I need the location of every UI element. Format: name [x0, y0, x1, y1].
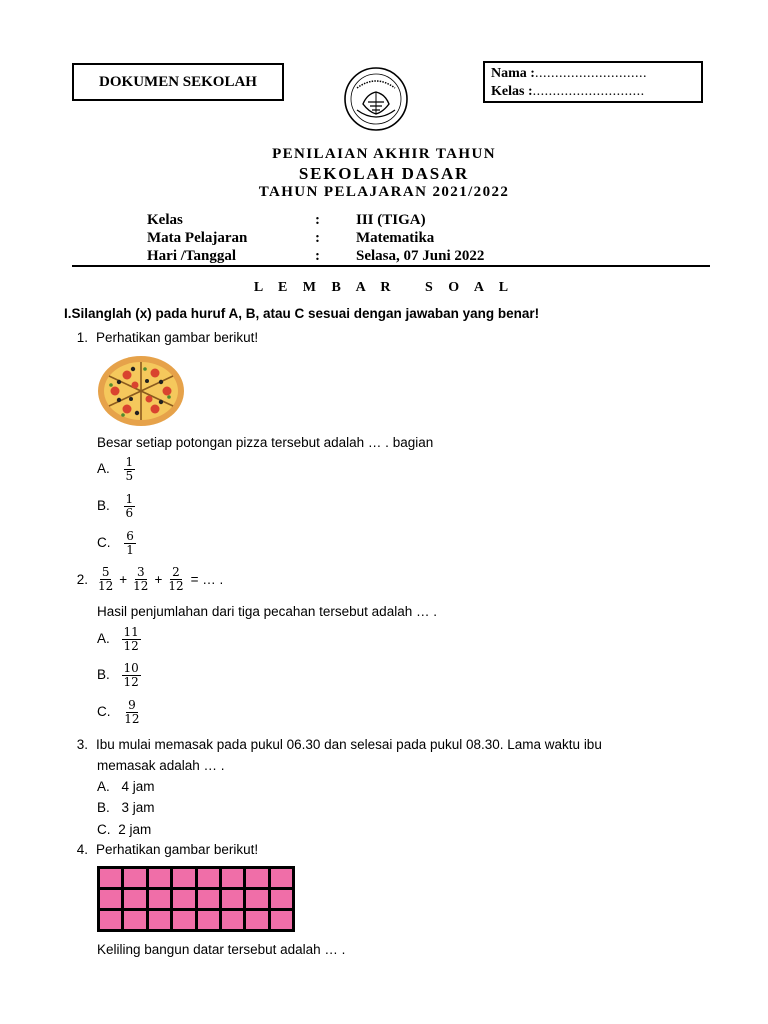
academic-year: TAHUN PELAJARAN 2021/2022: [258, 184, 510, 200]
grid-cell: [271, 911, 292, 929]
info-key: Hari /Tanggal: [147, 248, 237, 264]
expr-fraction: [131, 566, 150, 593]
school-level: SEKOLAH DASAR: [298, 164, 470, 183]
option-letter: C.: [97, 535, 111, 551]
question-4: [64, 842, 258, 857]
info-row-date: [147, 247, 484, 265]
grid-cell: [246, 890, 267, 908]
class-row: [491, 83, 695, 101]
name-row: [491, 65, 695, 83]
denominator: 6: [125, 506, 134, 520]
option-a[interactable]: [97, 456, 135, 483]
numerator: 1: [125, 455, 134, 469]
expr-fraction: [166, 566, 185, 593]
grid-cell: [198, 911, 219, 929]
question-prompt: Besar setiap potongan pizza tersebut adalah … . bagian: [97, 435, 434, 450]
option-fraction: [122, 662, 141, 689]
numerator: 9: [128, 698, 136, 712]
grid-cell: [246, 869, 267, 887]
grid-cell: [100, 911, 121, 929]
option-c[interactable]: [97, 530, 136, 557]
question-text: Perhatikan gambar berikut!: [96, 842, 259, 857]
info-colon: :: [315, 230, 320, 246]
denominator: 5: [125, 469, 134, 483]
question-number: 3.: [76, 737, 88, 752]
numerator: 10: [123, 661, 139, 675]
denominator: 12: [123, 675, 139, 689]
school-emblem-icon: [343, 66, 409, 132]
option-c[interactable]: [97, 822, 151, 837]
grid-cell: [100, 890, 121, 908]
rectangle-grid-figure: [97, 866, 295, 932]
expr-tail: = … .: [190, 572, 224, 587]
grid-cell: [173, 911, 194, 929]
grid-cell: [246, 911, 267, 929]
numerator: 6: [126, 529, 134, 543]
info-colon: :: [315, 248, 320, 264]
question-text: Ibu mulai memasak pada pukul 06.30 dan selesai pada pukul 08.30. Lama waktu ibu: [96, 737, 602, 752]
name-field[interactable]: ............................: [534, 66, 647, 81]
question-3: [64, 737, 602, 752]
grid-cell: [149, 890, 170, 908]
document-label: DOKUMEN SEKOLAH: [99, 73, 257, 90]
grid-cell: [100, 869, 121, 887]
option-letter: A.: [97, 631, 110, 647]
numerator: 5: [101, 565, 110, 579]
grid-cell: [271, 869, 292, 887]
numerator: 3: [136, 565, 145, 579]
info-value: Matematika: [356, 230, 435, 246]
question-2: [64, 566, 223, 593]
class-field[interactable]: ............................: [532, 84, 645, 99]
question-prompt: Hasil penjumlahan dari tiga pecahan tersebut adalah … .: [97, 604, 437, 619]
option-letter: A.: [97, 461, 110, 477]
option-letter: B.: [97, 498, 110, 514]
exam-title: PENILAIAN AKHIR TAHUN: [272, 146, 496, 162]
option-a[interactable]: [97, 779, 155, 794]
expr-fraction: [96, 566, 115, 593]
option-b[interactable]: [97, 493, 135, 520]
option-fraction: [122, 626, 141, 653]
plus-sign: +: [119, 572, 128, 587]
option-text: 4 jam: [121, 779, 155, 794]
grid-cell: [149, 869, 170, 887]
denominator: 12: [133, 579, 149, 593]
option-fraction: [122, 699, 141, 726]
grid-cell: [198, 890, 219, 908]
option-b[interactable]: [97, 800, 155, 815]
denominator: 1: [126, 543, 134, 557]
option-letter: B.: [97, 800, 110, 815]
info-colon: :: [315, 212, 320, 228]
question-number: 4.: [76, 842, 88, 857]
denominator: 12: [168, 579, 184, 593]
name-label: Nama :: [491, 66, 535, 81]
grid-cell: [198, 869, 219, 887]
denominator: 12: [98, 579, 114, 593]
option-fraction: [124, 530, 136, 557]
info-value: Selasa, 07 Juni 2022: [356, 248, 485, 264]
grid-cell: [149, 911, 170, 929]
grid-cell: [222, 869, 243, 887]
instruction: I.Silanglah (x) pada huruf A, B, atau C sesuai dengan jawaban yang benar!: [64, 306, 540, 321]
option-text: 2 jam: [118, 822, 152, 837]
sheet-title: L E M B A R S O A L: [253, 280, 515, 295]
info-key: Kelas: [147, 212, 183, 228]
option-b[interactable]: [97, 662, 141, 689]
grid-cell: [124, 869, 145, 887]
option-fraction: [124, 456, 136, 483]
option-text: 3 jam: [121, 800, 155, 815]
grid-cell: [173, 869, 194, 887]
option-letter: A.: [97, 779, 110, 794]
numerator: 11: [123, 625, 139, 639]
denominator: 12: [124, 712, 140, 726]
option-letter: C.: [97, 822, 111, 837]
document-label-box: [72, 63, 284, 101]
grid-cell: [271, 890, 292, 908]
question-text-cont: memasak adalah … .: [97, 758, 225, 773]
question-prompt: Keliling bangun datar tersebut adalah … .: [97, 942, 346, 957]
denominator: 12: [123, 639, 139, 653]
header-divider: [72, 265, 710, 267]
class-label: Kelas :: [491, 84, 533, 99]
info-key: Mata Pelajaran: [147, 230, 248, 246]
question-number: 2.: [76, 572, 88, 587]
option-a[interactable]: [97, 626, 141, 653]
grid-cell: [222, 911, 243, 929]
student-id-box: [483, 61, 703, 103]
question-number: 1.: [76, 330, 88, 345]
grid-cell: [173, 890, 194, 908]
grid-cell: [222, 890, 243, 908]
question-text: Perhatikan gambar berikut!: [96, 330, 259, 345]
exam-info: [147, 211, 484, 265]
grid-cell: [124, 890, 145, 908]
info-row-class: [147, 211, 484, 229]
grid-cell: [124, 911, 145, 929]
info-row-subject: [147, 229, 484, 247]
question-1: [64, 330, 258, 345]
numerator: 1: [125, 492, 134, 506]
info-value: III (TIGA): [356, 212, 426, 228]
option-letter: B.: [97, 667, 110, 683]
option-c[interactable]: [97, 699, 142, 726]
option-fraction: [124, 493, 136, 520]
plus-sign: +: [154, 572, 163, 587]
pizza-image: [97, 355, 185, 427]
option-letter: C.: [97, 704, 111, 720]
numerator: 2: [172, 565, 180, 579]
